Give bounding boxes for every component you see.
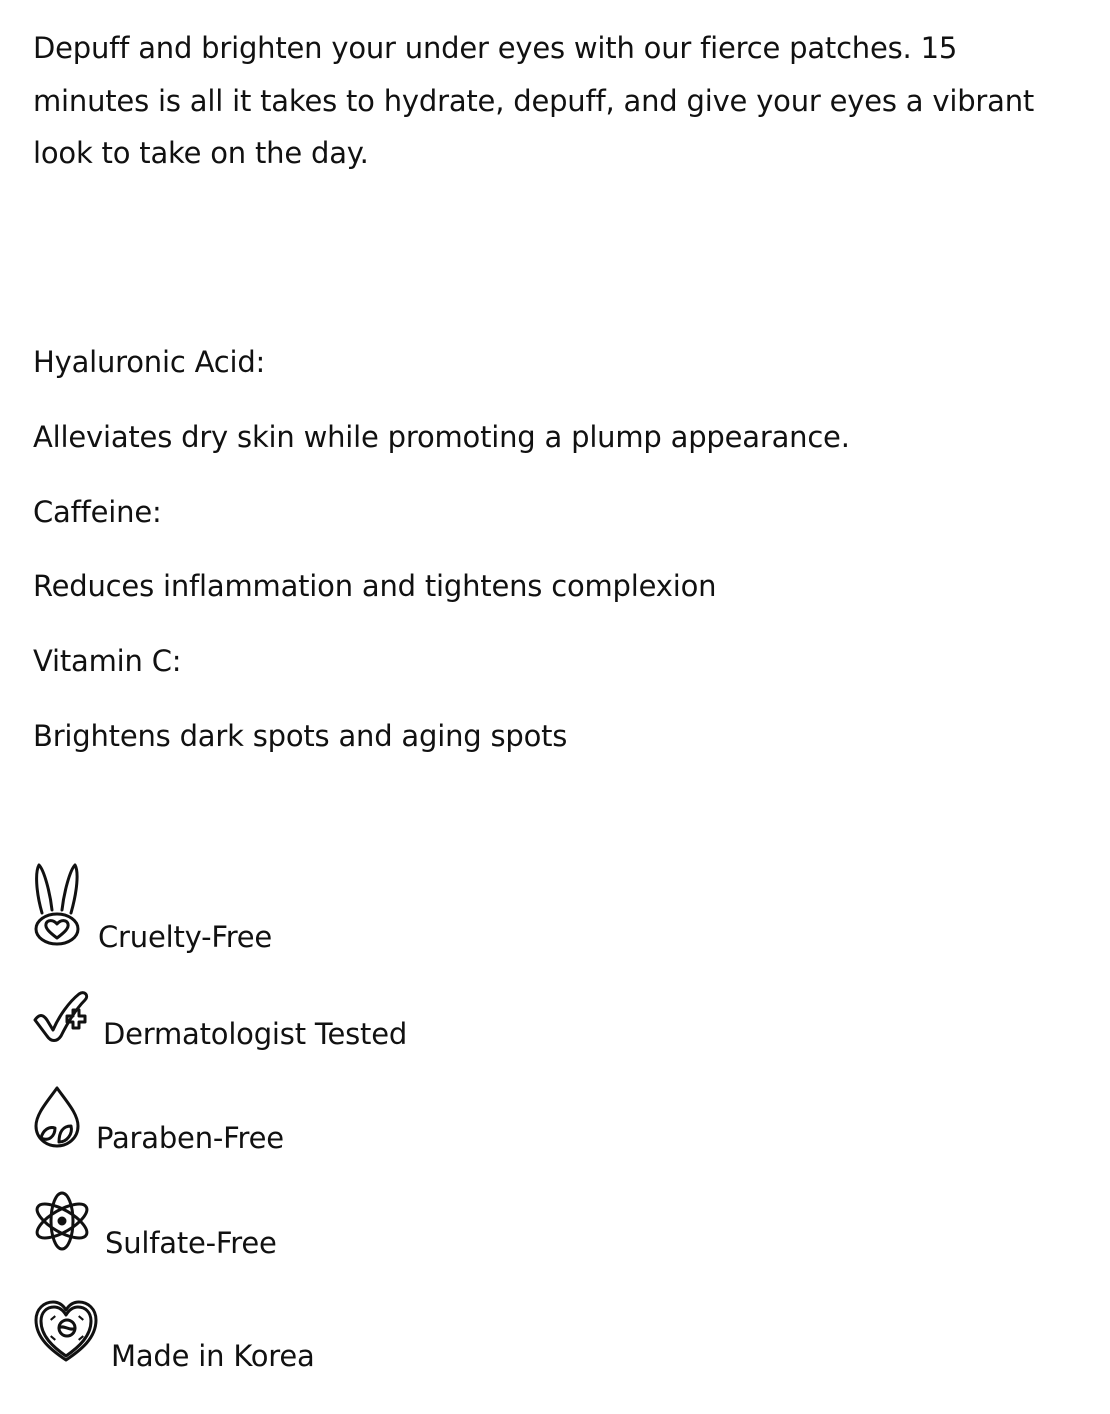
drop-leaf-icon [33,1086,81,1148]
badge-label-sulfate-free: Sulfate-Free [105,1226,277,1260]
atom-icon [33,1190,91,1252]
ingredient-name-vitamin-c: Vitamin C: [33,644,182,678]
badge-cruelty-free [33,862,633,954]
ingredient-name-hyaluronic-acid: Hyaluronic Acid: [33,345,266,379]
ingredient-benefit-vitamin-c: Brightens dark spots and aging spots [33,719,568,753]
ingredient-benefit-caffeine: Reduces inflammation and tightens complexion [33,569,717,603]
badge-label-paraben-free: Paraben-Free [96,1121,284,1155]
badge-dermatologist-tested [33,990,633,1070]
badge-label-cruelty-free: Cruelty-Free [98,920,273,954]
ingredient-benefit-hyaluronic-acid: Alleviates dry skin while promoting a plump appearance. [33,420,850,454]
intro-paragraph: Depuff and brighten your under eyes with our fierce patches. 15 minutes is all it takes to hydrate, depuff, and give your eyes a vibrant look to take on the day. [33,31,1035,170]
badge-label-dermatologist-tested: Dermatologist Tested [103,1017,408,1051]
badge-sulfate-free [33,1190,633,1270]
badge-paraben-free [33,1086,633,1166]
korea-heart-icon [33,1300,99,1362]
hand-check-cross-icon [33,990,89,1044]
badge-label-made-in-korea: Made in Korea [111,1339,315,1373]
bunny-heart-icon [33,862,81,948]
ingredient-name-caffeine: Caffeine: [33,495,162,529]
badge-made-in-korea [33,1300,633,1380]
